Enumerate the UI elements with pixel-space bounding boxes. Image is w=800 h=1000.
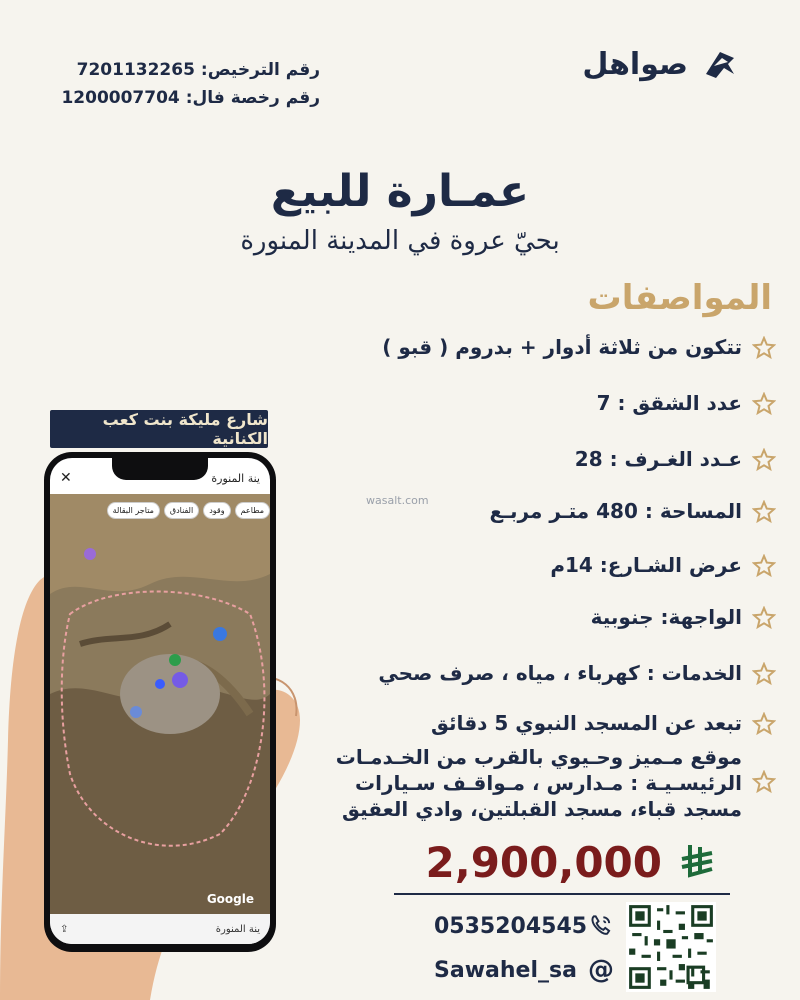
handle-row[interactable] [434, 948, 614, 992]
spec-item [591, 604, 776, 630]
chip-restaurants[interactable]: مطاعم [235, 502, 270, 519]
category-chips [56, 502, 270, 519]
specs-heading: المواصفات [587, 278, 772, 318]
contact-info [434, 904, 614, 992]
spec-item [550, 552, 776, 578]
page-subtitle: بحيّ عروة في المدينة المنورة [240, 226, 560, 256]
spec-item [575, 446, 776, 472]
qr-code[interactable] [626, 902, 716, 992]
at-icon: @ [588, 955, 614, 985]
horse-logo-icon [700, 44, 740, 84]
spec-text: عدد الشقق : 7 [596, 391, 742, 415]
phone-notch [112, 458, 208, 480]
spec-item [382, 334, 776, 360]
social-handle[interactable]: Sawahel_sa [434, 957, 577, 983]
star-icon [752, 554, 776, 578]
price-block [426, 838, 718, 887]
star-icon [752, 662, 776, 686]
star-icon [752, 448, 776, 472]
phone-screen [50, 458, 270, 944]
share-icon[interactable]: ⇪ [60, 923, 69, 935]
spec-item [490, 498, 776, 524]
fal-row [60, 84, 320, 112]
satellite-map[interactable] [50, 494, 270, 914]
spec-text: الخدمات : كهرباء ، مياه ، صرف صحي [378, 661, 742, 685]
spec-text: عرض الشـارع: 14م [550, 553, 742, 577]
brand-name: صواهل [582, 46, 688, 82]
permit-number: 7201132265 [76, 60, 195, 80]
spec-text: المساحة : 480 متـر مربـع [489, 499, 742, 523]
spec-item [431, 710, 776, 736]
brand-logo [582, 44, 740, 84]
price-value: 2,900,000 [425, 838, 662, 887]
star-icon [752, 392, 776, 416]
map-title: ينة المنورة [211, 471, 260, 485]
spec-text: موقع مـميز وحـيوي بالقرب من الخـدمـات الرئيسـيـة : مـدارس ، مـواقـف سـيارات مسجد قباء، مسجد القبلتين، وادي العقيق [335, 745, 742, 821]
close-icon[interactable]: ✕ [60, 470, 72, 486]
star-icon [752, 606, 776, 630]
chip-fuel[interactable]: وقود [203, 502, 230, 519]
star-icon [752, 770, 776, 794]
permit-row [60, 56, 320, 84]
star-icon [752, 336, 776, 360]
star-icon [752, 500, 776, 524]
phone-row[interactable] [434, 904, 614, 948]
phone-mockup [44, 452, 276, 952]
page-title: عمـارة للبيع [270, 166, 530, 217]
bottom-label: ينة المنورة [215, 923, 260, 935]
fal-label: رقم رخصة فال: [185, 88, 320, 108]
phone-number[interactable]: 0535204545 [434, 913, 588, 939]
permit-label: رقم الترخيص: [200, 60, 320, 80]
street-name-tag: شارع مليكة بنت كعب الكنانية [50, 410, 268, 448]
chip-grocery[interactable]: متاجر البقالة [107, 502, 160, 519]
watermark: wasalt.com [366, 494, 429, 507]
spec-text: تتكون من ثلاثة أدوار + بدروم ( قبو ) [382, 335, 742, 359]
license-info [60, 56, 320, 112]
riyal-symbol-icon [678, 841, 718, 885]
spec-text: تبعد عن المسجد النبوي 5 دقائق [431, 711, 742, 735]
star-icon [752, 712, 776, 736]
google-logo: Google [206, 892, 254, 906]
phone-bottombar [50, 914, 270, 944]
phone-icon [587, 912, 614, 940]
spec-item [378, 660, 776, 686]
spec-text: عـدد الغـرف : 28 [574, 447, 742, 471]
chip-hotels[interactable]: الفنادق [164, 502, 199, 519]
spec-item [597, 390, 776, 416]
fal-number: 1200007704 [61, 88, 180, 108]
divider [394, 893, 730, 895]
spec-text: الواجهة: جنوبية [590, 605, 742, 629]
spec-item [306, 744, 776, 822]
